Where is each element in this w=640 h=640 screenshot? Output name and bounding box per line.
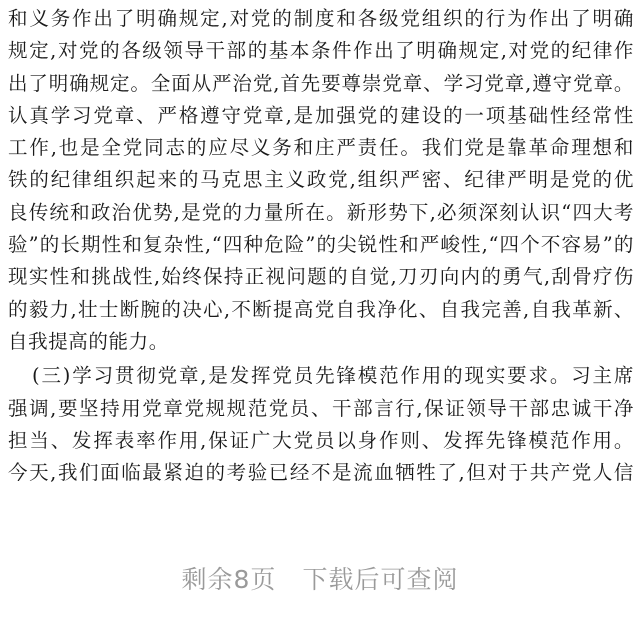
text-line: 验”的长期性和复杂性,“四种危险”的尖锐性和严峻性,“四个不容易”的	[8, 233, 634, 257]
text-line: 现实性和挑战性,始终保持正视问题的自觉,刀刃向内的勇气,刮骨疗伤	[8, 265, 634, 289]
document-body	[8, 0, 634, 489]
text-line: 的毅力,壮士断腕的决心,不断提高党自我净化、自我完善,自我革新、	[8, 297, 634, 321]
remaining-pages-label[interactable]: 剩余8页	[181, 565, 277, 594]
text-line: 自我提高的能力。	[8, 329, 169, 353]
text-line: 良传统和政治优势,是党的力量所在。新形势下,必须深刻认识“四大考	[8, 200, 634, 224]
text-line: 认真学习党章、严格遵守党章,是加强党的建设的一项基础性经常性	[8, 103, 634, 127]
text-line: 规定,对党的各级领导干部的基本条件作出了明确规定,对党的纪律作	[8, 39, 634, 63]
download-to-read-link[interactable]: 下载后可查阅	[302, 565, 459, 594]
download-prompt[interactable]	[0, 556, 640, 600]
text-line: 出了明确规定。全面从严治党,首先要尊崇党章、学习党章,遵守党章。	[8, 71, 634, 95]
text-line: 今天,我们面临最紧迫的考验已经不是流血牺牲了,但对于共产党人信	[8, 461, 634, 485]
text-line: 工作,也是全党同志的应尽义务和庄严责任。我们党是靠革命理想和	[8, 136, 634, 160]
section-heading-line: (三)学习贯彻党章,是发挥党员先锋模范作用的现实要求。习主席	[32, 364, 634, 388]
text-line: 担当、发挥表率作用,保证广大党员以身作则、发挥先锋模范作用。	[8, 428, 634, 452]
text-line: 铁的纪律组织起来的马克思主义政党,组织严密、纪律严明是党的优	[8, 168, 634, 192]
text-line: 强调,要坚持用党章党规规范党员、干部言行,保证领导干部忠诚干净	[8, 396, 634, 420]
text-line: 和义务作出了明确规定,对党的制度和各级党组织的行为作出了明确	[8, 7, 634, 30]
